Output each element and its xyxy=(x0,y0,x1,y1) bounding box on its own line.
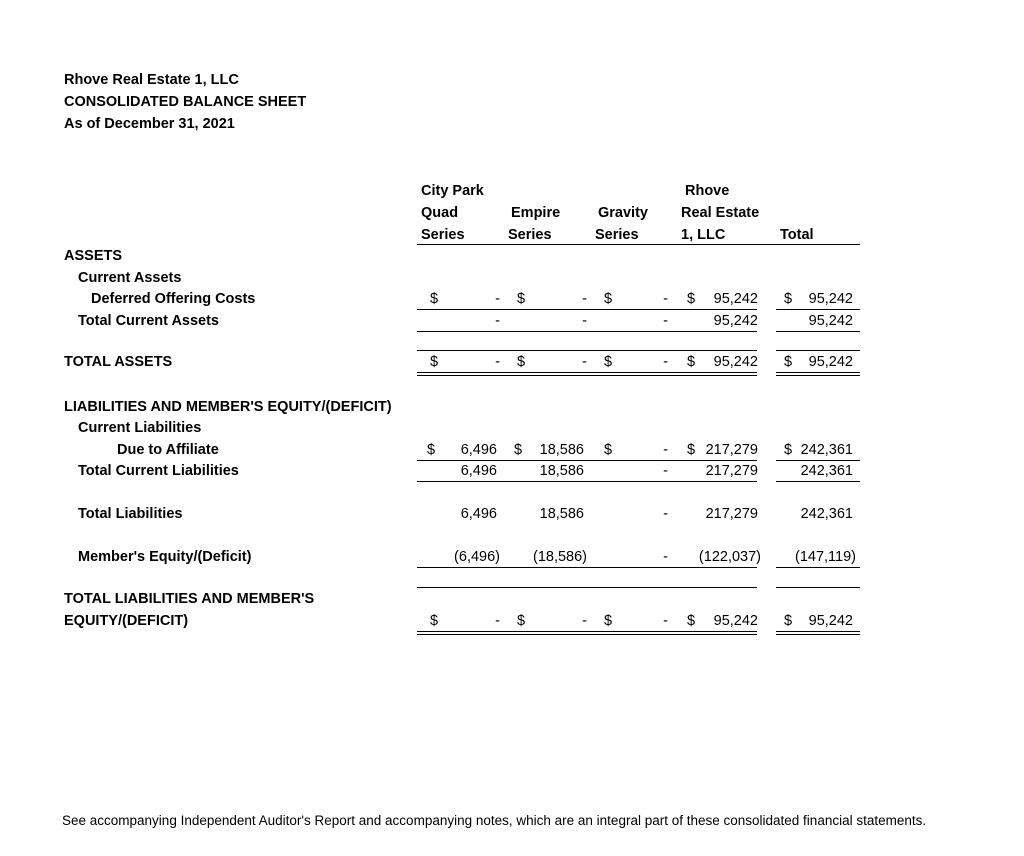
double-rule xyxy=(417,372,757,376)
double-rule xyxy=(417,631,757,635)
double-rule xyxy=(776,372,860,376)
dollar-sign: $ xyxy=(687,613,696,629)
cell xyxy=(687,291,758,309)
label-members-equity: Member's Equity/(Deficit) xyxy=(78,549,252,565)
rule xyxy=(776,481,860,482)
rule xyxy=(776,567,860,568)
column-header-line: Series xyxy=(595,227,639,243)
cell xyxy=(604,354,668,372)
dollar-sign: $ xyxy=(514,442,523,458)
cell-value: - xyxy=(663,549,668,565)
cell-value: 217,279 xyxy=(705,506,758,522)
statement-date: As of December 31, 2021 xyxy=(64,116,235,132)
cell xyxy=(687,463,758,481)
cell-value: (18,586) xyxy=(532,549,587,565)
cell xyxy=(517,613,587,631)
cell-value: 242,361 xyxy=(800,506,853,522)
cell-value: 95,242 xyxy=(808,291,853,307)
dollar-sign: $ xyxy=(687,291,696,307)
cell-value: - xyxy=(495,354,500,370)
cell-value: - xyxy=(495,313,500,329)
cell xyxy=(784,549,856,567)
dollar-sign: $ xyxy=(604,442,613,458)
rule xyxy=(417,309,757,310)
cell-value: 95,242 xyxy=(713,291,758,307)
cell xyxy=(604,313,668,331)
cell-value: 6,496 xyxy=(460,442,497,458)
label-total-liabilities-equity-2: EQUITY/(DEFICIT) xyxy=(64,613,189,629)
cell-value: 18,586 xyxy=(539,442,584,458)
cell-value: 95,242 xyxy=(808,613,853,629)
cell-value: 6,496 xyxy=(460,506,497,522)
cell-value: - xyxy=(663,506,668,522)
cell-value: - xyxy=(495,613,500,629)
dollar-sign: $ xyxy=(784,354,793,370)
section-liabilities-equity: LIABILITIES AND MEMBER'S EQUITY/(DEFICIT) xyxy=(64,399,392,415)
dollar-sign: $ xyxy=(517,291,526,307)
cell xyxy=(687,549,761,567)
column-header-line: 1, LLC xyxy=(681,227,726,243)
label-current-liabilities: Current Liabilities xyxy=(78,420,202,436)
cell-value: 217,279 xyxy=(705,442,758,458)
dollar-sign: $ xyxy=(784,291,793,307)
cell xyxy=(517,291,587,309)
cell-value: - xyxy=(663,613,668,629)
cell xyxy=(784,463,853,481)
label-total-current-assets: Total Current Assets xyxy=(78,313,219,329)
dollar-sign: $ xyxy=(604,354,613,370)
company-name: Rhove Real Estate 1, LLC xyxy=(64,72,239,88)
header-rule xyxy=(417,244,860,245)
cell-value: - xyxy=(582,291,587,307)
cell xyxy=(427,463,497,481)
cell-value: (122,037) xyxy=(698,549,761,565)
cell xyxy=(514,442,584,460)
dollar-sign: $ xyxy=(604,613,613,629)
section-assets: ASSETS xyxy=(64,248,123,264)
cell-value: (6,496) xyxy=(454,549,500,565)
column-header-line: Total xyxy=(780,227,814,243)
dollar-sign: $ xyxy=(604,291,613,307)
cell xyxy=(784,442,853,460)
cell xyxy=(427,442,497,460)
label-current-assets: Current Assets xyxy=(78,270,182,286)
dollar-sign: $ xyxy=(430,291,439,307)
dollar-sign: $ xyxy=(687,442,696,458)
cell-value: - xyxy=(663,463,668,479)
cell xyxy=(514,463,584,481)
cell xyxy=(687,442,758,460)
dollar-sign: $ xyxy=(784,613,793,629)
dollar-sign: $ xyxy=(517,613,526,629)
cell-value: - xyxy=(663,354,668,370)
cell-value: - xyxy=(663,442,668,458)
cell-value: 6,496 xyxy=(460,463,497,479)
label-total-current-liabilities: Total Current Liabilities xyxy=(78,463,239,479)
column-header-line: Real Estate xyxy=(681,205,760,221)
dollar-sign: $ xyxy=(430,354,439,370)
cell xyxy=(687,313,758,331)
cell xyxy=(687,354,758,372)
cell xyxy=(784,354,853,372)
label-due-to-affiliate: Due to Affiliate xyxy=(117,442,219,458)
rule xyxy=(417,587,757,588)
rule xyxy=(417,331,757,332)
cell xyxy=(784,291,853,309)
statement-title: CONSOLIDATED BALANCE SHEET xyxy=(64,94,307,110)
cell-value: 242,361 xyxy=(800,463,853,479)
cell xyxy=(604,442,668,460)
dollar-sign: $ xyxy=(427,442,436,458)
cell-value: 95,242 xyxy=(713,313,758,329)
label-deferred-offering-costs: Deferred Offering Costs xyxy=(91,291,256,307)
column-header-line: Series xyxy=(508,227,552,243)
dollar-sign: $ xyxy=(430,613,439,629)
column-header-line: Empire xyxy=(511,205,561,221)
cell xyxy=(687,506,758,524)
cell xyxy=(784,506,853,524)
rule xyxy=(776,350,860,351)
cell-value: - xyxy=(582,313,587,329)
cell-value: 18,586 xyxy=(539,463,584,479)
column-header-line: Gravity xyxy=(598,205,648,221)
cell xyxy=(784,313,853,331)
cell xyxy=(604,291,668,309)
cell-value: - xyxy=(495,291,500,307)
rule xyxy=(417,460,757,461)
cell xyxy=(430,549,500,567)
cell xyxy=(687,613,758,631)
column-header-line: Quad xyxy=(421,205,459,221)
column-header-line: Rhove xyxy=(685,183,730,199)
cell-value: - xyxy=(663,291,668,307)
column-header-line: Series xyxy=(421,227,465,243)
cell xyxy=(604,506,668,524)
rule xyxy=(417,481,757,482)
label-total-liabilities-equity-1: TOTAL LIABILITIES AND MEMBER'S xyxy=(64,591,315,607)
double-rule xyxy=(776,631,860,635)
cell-value: 95,242 xyxy=(808,354,853,370)
dollar-sign: $ xyxy=(784,442,793,458)
rule xyxy=(776,587,860,588)
cell-value: 95,242 xyxy=(713,613,758,629)
cell-value: - xyxy=(663,313,668,329)
cell-value: 18,586 xyxy=(539,506,584,522)
footer-note: See accompanying Independent Auditor's Report and accompanying notes, which are an integral part of these consolidated financial statements. xyxy=(62,813,927,828)
cell xyxy=(430,354,500,372)
rule xyxy=(776,331,860,332)
dollar-sign: $ xyxy=(517,354,526,370)
cell xyxy=(604,549,668,567)
cell xyxy=(604,613,668,631)
label-total-liabilities: Total Liabilities xyxy=(78,506,183,522)
cell-value: - xyxy=(582,613,587,629)
cell-value: - xyxy=(582,354,587,370)
label-total-assets: TOTAL ASSETS xyxy=(64,354,173,370)
cell xyxy=(517,313,587,331)
cell xyxy=(517,354,587,372)
cell xyxy=(517,549,587,567)
cell xyxy=(784,613,853,631)
rule xyxy=(417,350,757,351)
cell xyxy=(430,313,500,331)
cell xyxy=(604,463,668,481)
cell-value: 217,279 xyxy=(705,463,758,479)
cell-value: 242,361 xyxy=(800,442,853,458)
rule xyxy=(417,567,757,568)
rule xyxy=(776,460,860,461)
column-header-line: City Park xyxy=(421,183,484,199)
rule xyxy=(776,309,860,310)
cell-value: 95,242 xyxy=(808,313,853,329)
cell xyxy=(514,506,584,524)
cell xyxy=(427,506,497,524)
cell-value: 95,242 xyxy=(713,354,758,370)
cell-value: (147,119) xyxy=(795,549,856,565)
cell xyxy=(430,613,500,631)
cell xyxy=(430,291,500,309)
dollar-sign: $ xyxy=(687,354,696,370)
